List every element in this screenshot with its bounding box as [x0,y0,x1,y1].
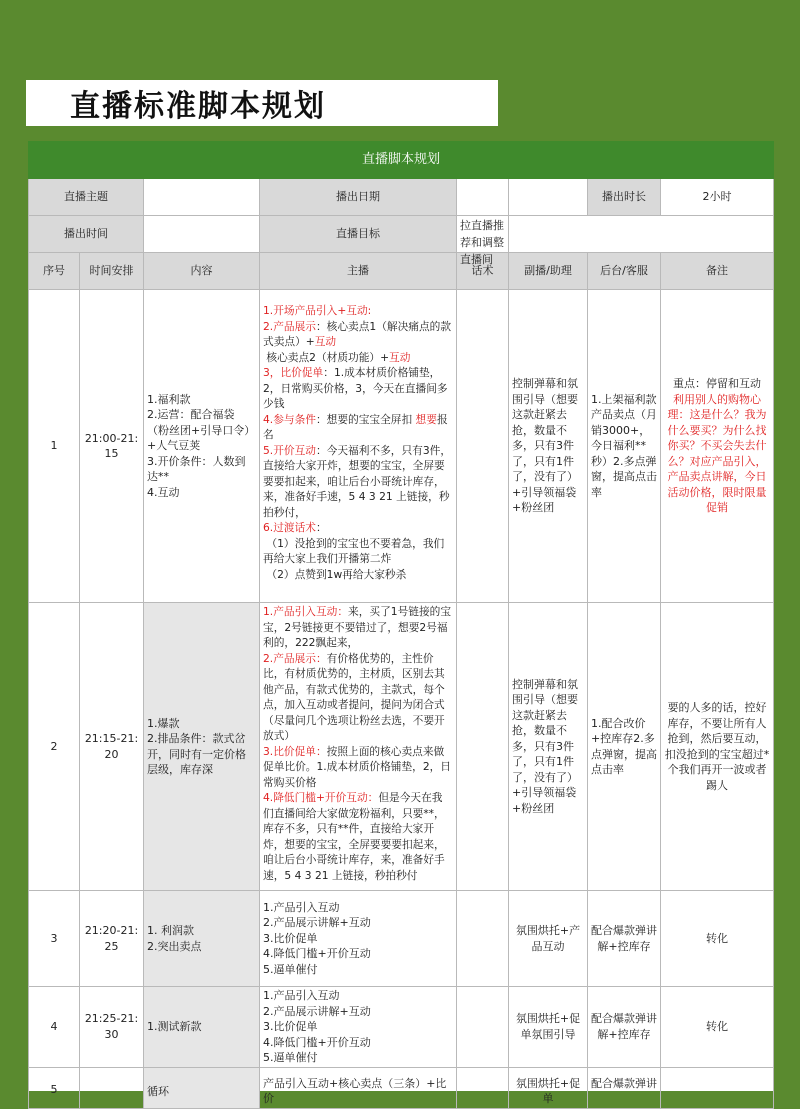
content-line: 循环 [147,1084,169,1098]
col-header-backend: 后台/客服 [588,253,661,290]
host-line: 1.产品引入互动 [263,900,340,914]
host-line: 2.产品展示讲解+互动 [263,916,371,930]
row-note: 转化 [661,987,774,1068]
theme-label: 直播主题 [29,179,144,216]
row-time: 21:20-21:25 [80,891,144,987]
table-row [29,603,774,891]
row-backend: 配合爆款弹讲 [588,1067,661,1108]
host-segment: 1.产品引入互动： [263,605,349,618]
row-backend: 配合爆款弹讲解+控库存 [588,987,661,1068]
content-line: 2.排品条件：款式岔开，同时有一定价格层级，库存深 [147,732,246,776]
row-backend: 1.上架福利款产品卖点（月销3000+，今日福利**秒）2.多点弹窗，提高点击率 [588,290,661,603]
theme-value[interactable] [144,179,260,216]
row-content [144,1067,260,1108]
host-segment: 有价格优势的，主性价比，有材质优势的，主材质，区别去其他产品，有款式优势的，主款式，每个点，加入互动或者提问，提问为闭合式（尽量问几个选项让粉丝去选，不要开放式） [263,651,445,742]
host-segment: ：今天福利不多，只有3件，直接给大家开炸，想要的宝宝，全屏要要要扣起来，咱让后台小哥统计库存，来，准备好手速，5 4 3 21 上链接，秒拍秒付， [263,443,452,519]
col-header-content: 内容 [144,253,260,290]
row-script [457,603,509,891]
sheet-title: 直播脚本规划 [29,142,774,179]
row-assistant: 控制弹幕和氛围引导（想要这款赶紧去抢，数量不多，只有3件了，只有1件了，没有了）+引导领福袋+粉丝团 [509,603,588,891]
duration-value[interactable]: 2小时 [661,179,774,216]
script-table [28,141,774,1109]
content-line: 3.开价条件：人数到达** [147,454,246,484]
host-segment: ：核心卖点1（解决痛点的款式卖点）+ [263,319,452,348]
col-header-note: 备注 [661,253,774,290]
row-note [661,290,774,603]
row-host-script [260,1067,457,1108]
duration-label: 播出时长 [588,179,661,216]
row-note: 要的人多的话，控好库存，不要让所有人抢到，然后要互动，扣没抢到的宝宝超过*个我们再开一波或者踢人 [661,603,774,891]
content-line: 1. 利润款 [147,924,194,937]
host-line: 2.产品展示讲解+互动 [263,1004,371,1018]
host-line: 产品引入互动+核心卖点（三条）+比价 [263,1076,447,1105]
host-segment: 5.开价互动 [263,443,316,457]
row-script [457,1067,509,1108]
time-label: 播出时间 [29,216,144,253]
row-no: 2 [29,603,80,891]
host-segment: 4.降低门槛+开价互动： [263,791,379,804]
table-row [29,290,774,603]
row-host-script [260,891,457,987]
host-segment: 3.比价促单： [263,744,327,758]
content-line: 1.爆款 [147,716,180,730]
blank-cell [509,216,774,253]
row-host-script [260,603,457,891]
host-segment: 1.开场产品引入+互动: [263,304,372,317]
row-time [80,1067,144,1108]
row-host-script [260,987,457,1068]
host-segment: ：想要的宝宝全屏扣 [315,412,416,426]
goal-value[interactable] [457,216,509,266]
host-line: 5.逼单催付 [263,1051,318,1064]
table-row [29,891,774,987]
col-header-no: 序号 [29,253,80,290]
host-line: 1.产品引入互动 [263,989,340,1002]
content-line: 1.福利款 [147,392,191,406]
host-line: 4.降低门槛+开价互动 [263,947,371,961]
col-header-host: 主播 [260,253,457,290]
date-value[interactable] [457,179,509,216]
col-header-assistant: 副播/助理 [509,253,588,290]
row-script [457,987,509,1068]
content-line: 2.运营：配合福袋（粉丝团+引导口令）+人气豆荚 [147,408,256,453]
host-segment: 互动 [389,350,411,364]
host-segment: 报名 [263,412,448,441]
host-segment: 2.产品展示 [263,319,316,333]
host-segment: 按照上面的核心卖点来做促单比价。1.成本材质价格铺垫，2，日常购买价格 [263,744,451,789]
row-assistant: 氛围烘托+促单氛围引导 [509,987,588,1068]
host-segment: （2）点赞到1w再给大家秒杀 [266,567,407,581]
host-segment: 互动 [314,335,337,348]
host-line: 3.比价促单 [263,1020,318,1033]
host-line: 5.逼单催付 [263,962,318,976]
host-segment: 2.产品展示： [263,651,327,665]
row-backend: 1.配合改价+控库存2.多点弹窗，提高点击率 [588,603,661,891]
row-time: 21:00-21:15 [80,290,144,603]
host-segment: ： [315,521,327,534]
row-host-script [260,290,457,603]
host-line: 4.降低门槛+开价互动 [263,1035,371,1049]
col-header-script: 话术 [457,253,509,290]
content-line: 1.测试新款 [147,1020,202,1033]
host-segment: 4.参与条件 [263,412,316,426]
row-no: 5 [29,1067,80,1108]
date-label: 播出日期 [260,179,457,216]
row-content [144,891,260,987]
host-segment: 3，比价促单 [263,366,324,379]
host-segment: 核心卖点2（材质功能）+ [266,350,390,364]
goal-label: 直播目标 [260,216,457,253]
row-content [144,987,260,1068]
note-detail: 利用别人的购物心理：这是什么？我为什么要买？为什么找你买？不买会失去什么？对应产品引入，产品卖点讲解，今日活动价格，限时限量促销 [667,392,767,515]
row-assistant: 控制弹幕和氛围引导（想要这款赶紧去抢，数量不多，只有3件了，只有1件了，没有了）+引导领福袋+粉丝团 [509,290,588,603]
table-row [29,987,774,1068]
host-segment: ：1.成本材质价格铺垫，2，日常购买价格，3，今天在直播间多少钱 [263,366,448,410]
row-note: 转化 [661,891,774,987]
row-content [144,603,260,891]
page-title: 直播标准脚本规划 [70,89,326,124]
row-assistant: 氛围烘托+促单 [509,1067,588,1108]
row-time: 21:25-21:30 [80,987,144,1068]
script-sheet [28,141,773,1105]
host-line: 3.比价促单 [263,931,318,945]
blank-cell [509,179,588,216]
row-no: 3 [29,891,80,987]
host-segment: 6.过渡话术 [263,521,316,534]
row-no: 4 [29,987,80,1068]
row-content [144,290,260,603]
host-segment: 想要 [415,412,437,426]
content-line: 4.互动 [147,485,180,499]
content-line: 2.突出卖点 [147,939,202,953]
row-no: 1 [29,290,80,603]
row-time: 21:15-21:20 [80,603,144,891]
time-value[interactable] [144,216,260,253]
table-row [29,1067,774,1108]
row-note [661,1067,774,1108]
row-assistant: 氛围烘托+产品互动 [509,891,588,987]
row-backend: 配合爆款弹讲解+控库存 [588,891,661,987]
row-script [457,891,509,987]
note-emphasis: 重点：停留和互动 [673,377,761,391]
host-segment: 来，买了1号链接的宝宝，2号链接更不要错过了，想要2号福利的，222飘起来， [263,605,452,649]
col-header-time: 时间安排 [80,253,144,290]
host-segment: （1）没抢到的宝宝也不要着急，我们再给大家上我们开播第二炸 [263,536,445,565]
page-title-banner [26,80,498,126]
goal-value-text: 拉直播推荐和调整直播间 [460,219,504,266]
row-script [457,290,509,603]
host-segment: 但是今天在我们直播间给大家做宠粉福利，只要**，库存不多，只有**件，直接给大家开炸，想要的宝宝，全屏要要要扣起来，咱让后台小哥统计库存，来，准备好手速，5 4 3 21 上链接，秒拍秒付 [263,791,445,882]
